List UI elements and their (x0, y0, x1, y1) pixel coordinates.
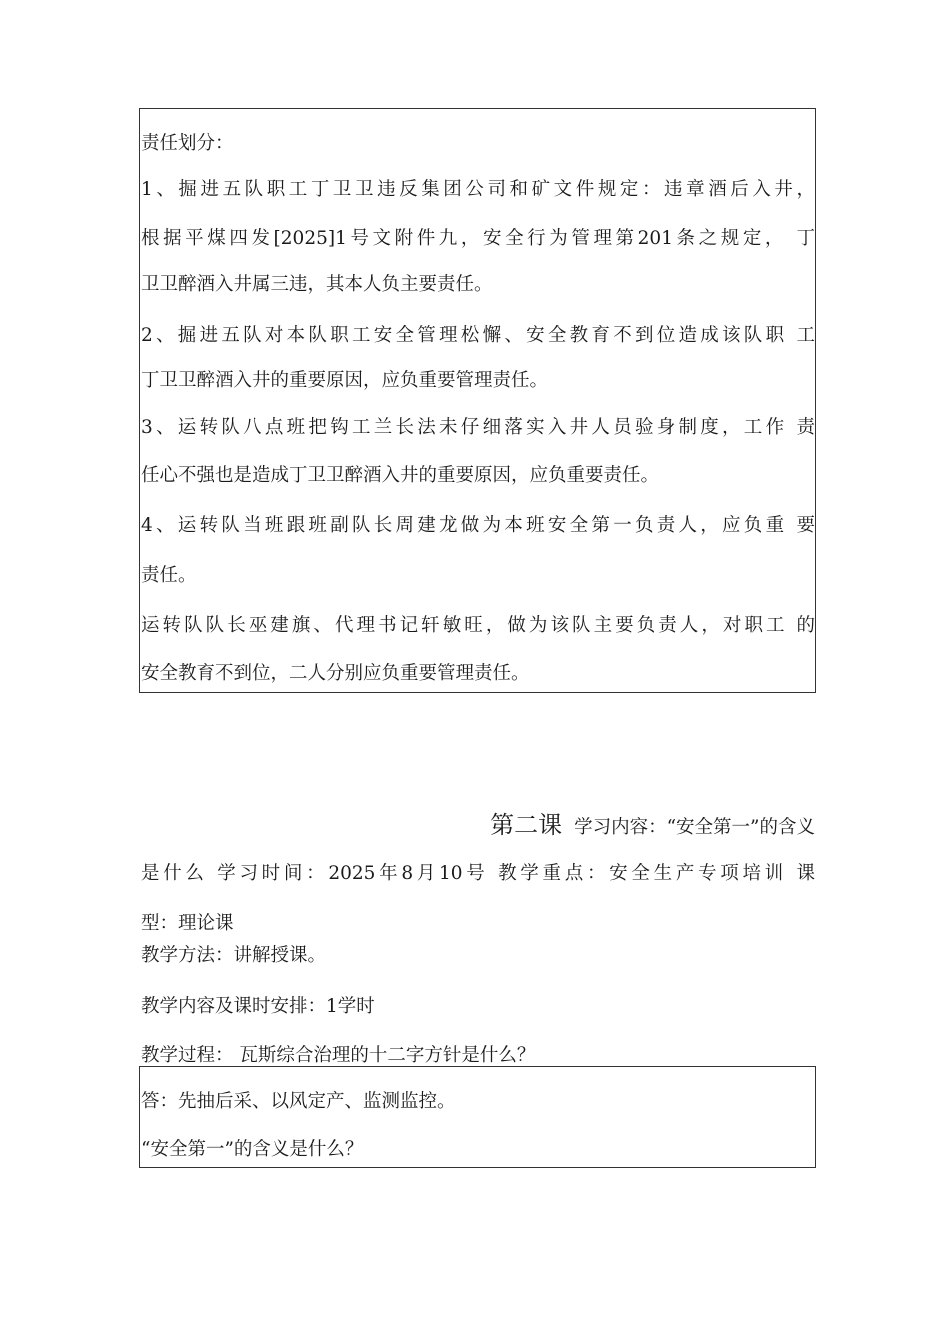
responsibility-line-3: 卫卫醉酒入井属三违，其本人负主要责任。 (141, 274, 493, 295)
responsibility-line-5: 丁卫卫醉酒入井的重要原因，应负重要管理责任。 (141, 370, 549, 391)
lesson-type-line: 型：理论课 (141, 913, 234, 934)
lesson-method: 教学方法：讲解授课。 (141, 945, 327, 966)
lesson-info-line: 是什么 学习时间：2025年8月10号 教学重点：安全生产专项培训 课 (141, 863, 815, 884)
responsibility-line-2: 根据平煤四发[2025]1号文附件九，安全行为管理第201条之规定， 丁 (141, 228, 815, 249)
responsibility-line-4: 2、掘进五队对本队职工安全管理松懈、安全教育不到位造成该队职 工 (141, 325, 815, 346)
responsibility-line-10: 运转队队长巫建旗、代理书记轩敏旺，做为该队主要负责人，对职工 的 (141, 615, 815, 636)
question-text: “安全第一”的含义是什么？ (141, 1139, 364, 1160)
responsibility-line-6: 3、运转队八点班把钩工兰长法未仔细落实入井人员验身制度，工作 责 (141, 417, 815, 438)
responsibility-line-9: 责任。 (141, 565, 197, 586)
lesson-heading (141, 810, 815, 843)
responsibility-title: 责任划分： (141, 133, 234, 154)
lesson-hours: 教学内容及课时安排：1学时 (141, 996, 375, 1017)
lesson-heading-text: 学习内容：“安全第一”的含义 (574, 817, 815, 838)
lesson-number: 第二课 (490, 811, 563, 839)
responsibility-line-1: 1、掘进五队职工丁卫卫违反集团公司和矿文件规定：违章酒后入井， (141, 179, 815, 200)
answer-text: 答：先抽后采、以风定产、监测监控。 (141, 1091, 456, 1112)
lesson-process: 教学过程： 瓦斯综合治理的十二字方针是什么？ (141, 1045, 536, 1066)
responsibility-line-7: 任心不强也是造成丁卫卫醉酒入井的重要原因，应负重要责任。 (141, 465, 660, 486)
responsibility-line-11: 安全教育不到位，二人分别应负重要管理责任。 (141, 663, 530, 684)
responsibility-line-8: 4、运转队当班跟班副队长周建龙做为本班安全第一负责人，应负重 要 (141, 515, 815, 536)
